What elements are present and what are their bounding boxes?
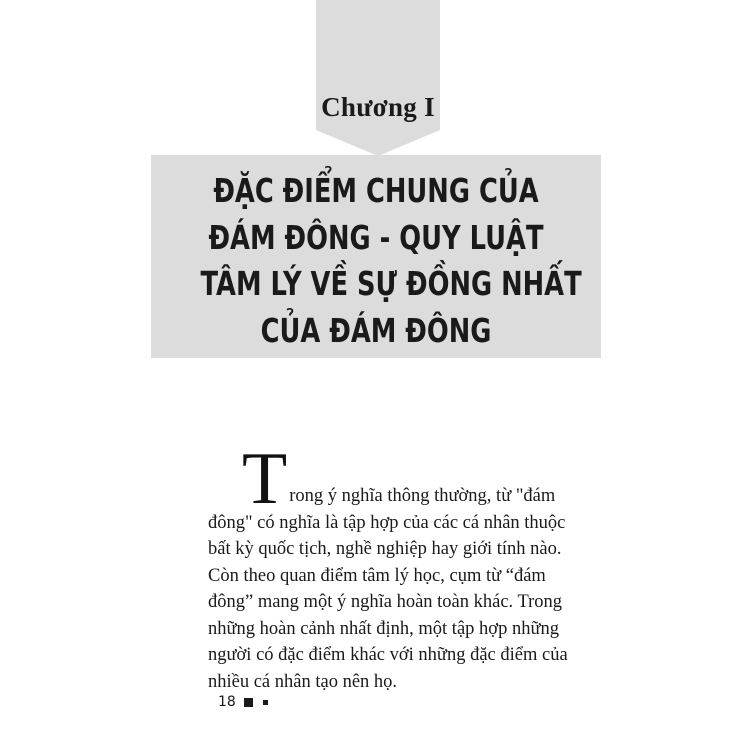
page-footer [218, 694, 268, 710]
title-line: TÂM LÝ VỀ SỰ ĐỒNG NHẤT [200, 264, 582, 303]
small-square-bullet-icon [263, 700, 268, 705]
title-line: CỦA ĐÁM ĐÔNG [260, 310, 492, 350]
chapter-title [151, 168, 601, 354]
square-bullet-icon [244, 698, 253, 707]
paragraph-line: nhiều cá nhân tạo nên họ. [208, 671, 398, 692]
chapter-tab-arrow [316, 130, 440, 156]
paragraph-line: người có đặc điểm khác với những đặc điểm của [208, 645, 568, 665]
title-line: ĐẶC ĐIỂM CHUNG CỦA [213, 171, 539, 210]
paragraph-line: những hoàn cảnh nhất định, một tập hợp những [208, 618, 559, 639]
body-paragraph [208, 438, 568, 695]
paragraph-line: bất kỳ quốc tịch, nghề nghiệp hay giới tính nào. [208, 539, 562, 559]
paragraph-line: Còn theo quan điểm tâm lý học, cụm từ “đám [208, 565, 546, 586]
title-line: ĐÁM ĐÔNG - QUY LUẬT [208, 217, 544, 257]
drop-cap: T [242, 438, 288, 520]
page-number: 18 [218, 694, 236, 710]
paragraph-line: rong ý nghĩa thông thường, từ "đám [289, 486, 556, 506]
paragraph-line: đông” mang một ý nghĩa hoàn toàn khác. Trong [208, 592, 563, 612]
paragraph-line: đông" có nghĩa là tập hợp của các cá nhân thuộc [208, 512, 566, 533]
chapter-label: Chương I [321, 92, 435, 122]
